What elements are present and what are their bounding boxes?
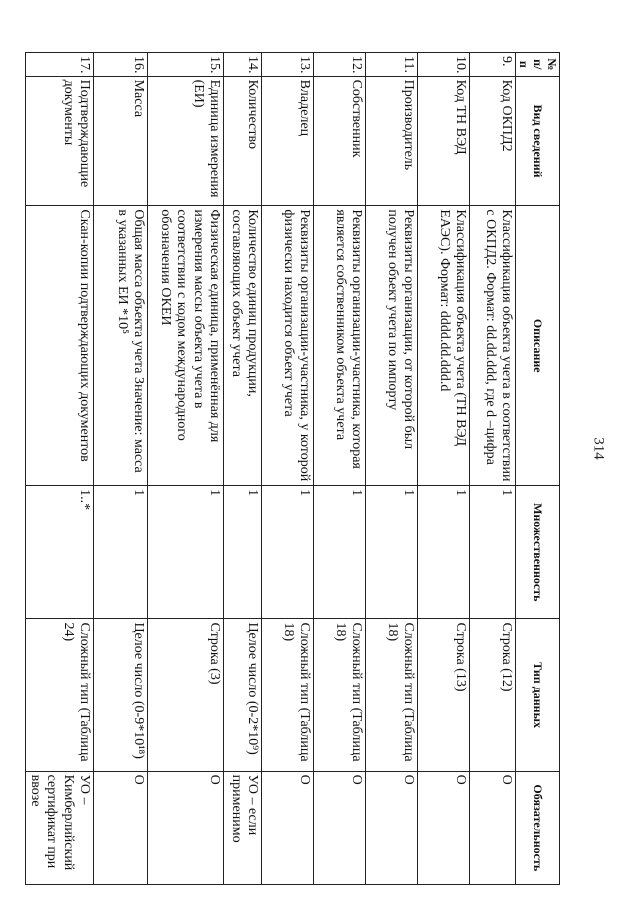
- cell-type: Сложный тип (Таблица 18): [313, 619, 365, 771]
- table-row: [365, 53, 417, 885]
- cell-mult: 1: [147, 486, 223, 619]
- table-row: [26, 53, 93, 885]
- cell-desc: Реквизиты организации-участника, которая является собственником объекта учета: [313, 206, 365, 486]
- header-kind: Вид сведений: [515, 76, 559, 206]
- cell-kind: Владелец: [261, 76, 313, 206]
- table-row: [93, 53, 147, 885]
- cell-desc: Общая масса объекта учета Значение: масса в указанных ЕИ *10⁵: [93, 206, 147, 486]
- cell-type: Строка (3): [147, 619, 223, 771]
- cell-req: О: [417, 771, 469, 884]
- cell-kind: Единица измерения (ЕИ): [147, 76, 223, 206]
- table-row: [313, 53, 365, 885]
- cell-type: Целое число (0-9*10¹⁸): [93, 619, 147, 771]
- cell-req: УО – Кимберлийский сертификат при ввозе: [26, 771, 93, 884]
- table-row: [223, 53, 261, 885]
- cell-desc: Реквизиты организации, от которой был получен объект учета по импорту: [365, 206, 417, 486]
- cell-num: 16.: [93, 53, 147, 77]
- header-num: № п/п: [515, 53, 559, 77]
- cell-desc: Классификация объекта учета в соответствии с ОКПД2. Формат: dd.dd.ddd, где d –цифра: [469, 206, 515, 486]
- cell-kind: Количество: [223, 76, 261, 206]
- cell-req: О: [93, 771, 147, 884]
- cell-type: Сложный тип (Таблица 18): [261, 619, 313, 771]
- cell-desc: Скан-копии подтверждающих документов: [26, 206, 93, 486]
- cell-kind: Подтверждающие документы: [26, 76, 93, 206]
- cell-mult: 1: [417, 486, 469, 619]
- table-row: [417, 53, 469, 885]
- cell-num: 10.: [417, 53, 469, 77]
- cell-kind: Код ТН ВЭД: [417, 76, 469, 206]
- cell-mult: 1: [313, 486, 365, 619]
- table-row: [147, 53, 223, 885]
- cell-mult: 1: [261, 486, 313, 619]
- page-number: 314: [590, 437, 607, 460]
- cell-type: Строка (12): [469, 619, 515, 771]
- cell-num: 14.: [223, 53, 261, 77]
- header-desc: Описание: [515, 206, 559, 486]
- table-header-row: [515, 53, 559, 885]
- cell-type: Строка (13): [417, 619, 469, 771]
- header-type: Тип данных: [515, 619, 559, 771]
- cell-mult: 1: [365, 486, 417, 619]
- cell-num: 11.: [365, 53, 417, 77]
- cell-req: УО – если применимо: [223, 771, 261, 884]
- cell-kind: Производитель: [365, 76, 417, 206]
- cell-req: О: [469, 771, 515, 884]
- table-row: [261, 53, 313, 885]
- cell-mult: 1: [93, 486, 147, 619]
- cell-req: О: [261, 771, 313, 884]
- cell-num: 12.: [313, 53, 365, 77]
- cell-type: Сложный тип (Таблица 18): [365, 619, 417, 771]
- cell-num: 13.: [261, 53, 313, 77]
- table-row: [469, 53, 515, 885]
- cell-kind: Код ОКПД2: [469, 76, 515, 206]
- cell-type: Целое число (0-2*10⁹): [223, 619, 261, 771]
- cell-req: О: [147, 771, 223, 884]
- cell-mult: 1: [223, 486, 261, 619]
- cell-req: О: [365, 771, 417, 884]
- cell-type: Сложный тип (Таблица 24): [26, 619, 93, 771]
- cell-num: 15.: [147, 53, 223, 77]
- cell-mult: 1: [469, 486, 515, 619]
- cell-mult: 1..*: [26, 486, 93, 619]
- cell-kind: Масса: [93, 76, 147, 206]
- cell-desc: Физическая единица, применённая для измерения массы объекта учета в соответствии с кодом международного обозначения ОКЕИ: [147, 206, 223, 486]
- header-mult: Множественность: [515, 486, 559, 619]
- cell-kind: Собственник: [313, 76, 365, 206]
- cell-desc: Реквизиты организации-участника, у которой физически находится объект учета: [261, 206, 313, 486]
- document-table-rotated: [28, 52, 560, 885]
- cell-req: О: [313, 771, 365, 884]
- cell-desc: Количество единиц продукции, составляющих объект учета: [223, 206, 261, 486]
- cell-num: 17.: [26, 53, 93, 77]
- header-req: Обязательность: [515, 771, 559, 884]
- data-table: [25, 52, 560, 885]
- cell-desc: Классификация объекта учета (ТН ВЭД ЕАЭС). Формат: dddd.dd.ddd.d: [417, 206, 469, 486]
- cell-num: 9.: [469, 53, 515, 77]
